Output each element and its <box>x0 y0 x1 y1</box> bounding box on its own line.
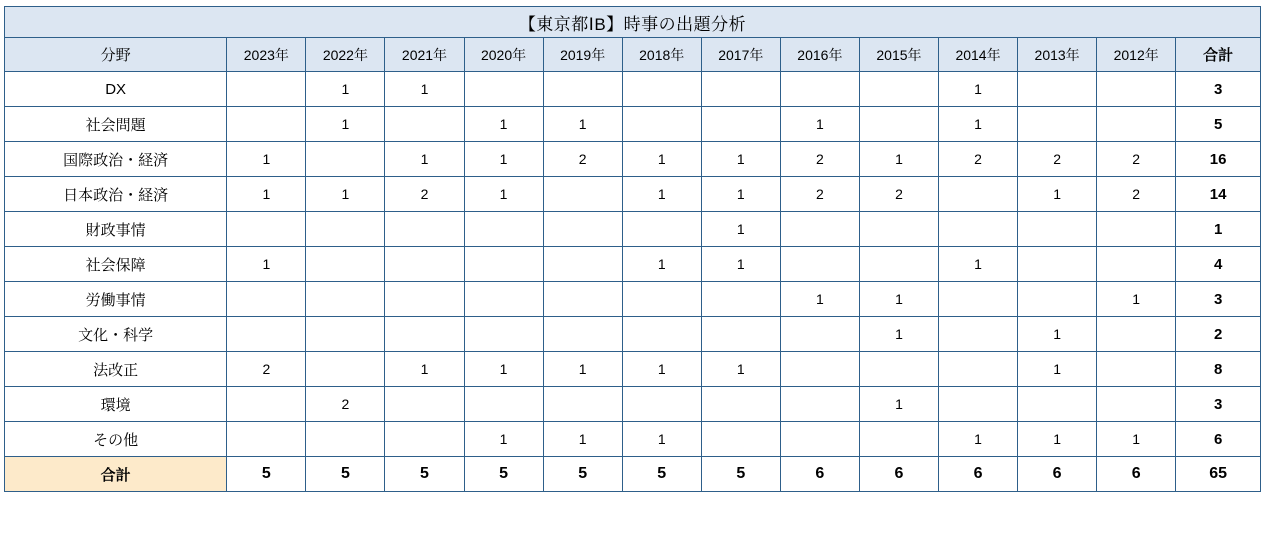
cell-count <box>385 387 464 422</box>
cell-count: 1 <box>859 142 938 177</box>
cell-count: 1 <box>622 352 701 387</box>
cell-count: 1 <box>227 142 306 177</box>
row-total: 3 <box>1176 72 1261 107</box>
table-row <box>5 72 1261 107</box>
column-total: 5 <box>227 457 306 492</box>
cell-count <box>306 352 385 387</box>
column-total: 5 <box>306 457 385 492</box>
cell-count: 1 <box>1097 422 1176 457</box>
cell-count: 1 <box>859 317 938 352</box>
cell-count <box>464 212 543 247</box>
row-total: 16 <box>1176 142 1261 177</box>
cell-count: 1 <box>701 352 780 387</box>
cell-count: 2 <box>227 352 306 387</box>
cell-count <box>543 212 622 247</box>
table-row <box>5 387 1261 422</box>
cell-count: 2 <box>385 177 464 212</box>
title-row <box>5 7 1261 38</box>
cell-count <box>780 212 859 247</box>
cell-count: 1 <box>780 282 859 317</box>
table-row <box>5 422 1261 457</box>
row-field-name: DX <box>5 72 227 107</box>
row-field-name: 国際政治・経済 <box>5 142 227 177</box>
cell-count <box>306 282 385 317</box>
cell-count: 1 <box>464 422 543 457</box>
cell-count: 1 <box>385 142 464 177</box>
cell-count: 1 <box>939 422 1018 457</box>
cell-count <box>859 422 938 457</box>
row-field-name: 労働事情 <box>5 282 227 317</box>
cell-count: 2 <box>780 177 859 212</box>
header-year: 2017年 <box>701 38 780 72</box>
cell-count <box>227 317 306 352</box>
cell-count <box>1097 317 1176 352</box>
column-total: 6 <box>1097 457 1176 492</box>
cell-count <box>939 352 1018 387</box>
cell-count <box>464 317 543 352</box>
cell-count <box>701 422 780 457</box>
cell-count: 1 <box>701 212 780 247</box>
cell-count: 1 <box>701 177 780 212</box>
cell-count <box>543 387 622 422</box>
row-total: 3 <box>1176 282 1261 317</box>
cell-count <box>939 212 1018 247</box>
row-total: 14 <box>1176 177 1261 212</box>
cell-count <box>622 282 701 317</box>
cell-count <box>859 212 938 247</box>
cell-count: 1 <box>464 352 543 387</box>
cell-count <box>385 282 464 317</box>
cell-count <box>385 317 464 352</box>
column-total: 6 <box>780 457 859 492</box>
cell-count <box>1097 352 1176 387</box>
cell-count <box>1097 72 1176 107</box>
cell-count <box>227 422 306 457</box>
cell-count <box>306 212 385 247</box>
table-row <box>5 212 1261 247</box>
cell-count: 1 <box>306 107 385 142</box>
cell-count: 1 <box>306 177 385 212</box>
cell-count: 1 <box>622 177 701 212</box>
column-total: 5 <box>701 457 780 492</box>
row-total: 3 <box>1176 387 1261 422</box>
row-total: 1 <box>1176 212 1261 247</box>
cell-count: 1 <box>622 142 701 177</box>
cell-count <box>543 282 622 317</box>
cell-count: 1 <box>622 247 701 282</box>
cell-count: 2 <box>1018 142 1097 177</box>
cell-count: 1 <box>464 107 543 142</box>
cell-count: 2 <box>780 142 859 177</box>
table-body <box>5 7 1261 492</box>
cell-count <box>227 387 306 422</box>
header-year: 2023年 <box>227 38 306 72</box>
cell-count <box>780 72 859 107</box>
cell-count: 1 <box>701 247 780 282</box>
cell-count: 1 <box>464 142 543 177</box>
cell-count <box>1018 282 1097 317</box>
cell-count: 1 <box>1018 422 1097 457</box>
cell-count: 1 <box>701 142 780 177</box>
table-row <box>5 142 1261 177</box>
cell-count <box>622 107 701 142</box>
column-total: 6 <box>939 457 1018 492</box>
cell-count: 1 <box>780 107 859 142</box>
cell-count <box>464 282 543 317</box>
cell-count <box>939 177 1018 212</box>
column-total: 6 <box>1018 457 1097 492</box>
cell-count: 2 <box>939 142 1018 177</box>
column-total: 5 <box>622 457 701 492</box>
row-total: 6 <box>1176 422 1261 457</box>
table-row <box>5 107 1261 142</box>
column-header-row <box>5 38 1261 72</box>
cell-count: 1 <box>939 72 1018 107</box>
cell-count: 1 <box>622 422 701 457</box>
cell-count <box>701 387 780 422</box>
cell-count: 1 <box>939 107 1018 142</box>
cell-count: 1 <box>385 72 464 107</box>
cell-count: 1 <box>306 72 385 107</box>
cell-count: 1 <box>543 422 622 457</box>
cell-count: 1 <box>543 352 622 387</box>
row-field-name: 日本政治・経済 <box>5 177 227 212</box>
header-year: 2019年 <box>543 38 622 72</box>
header-year: 2015年 <box>859 38 938 72</box>
cell-count <box>780 387 859 422</box>
cell-count <box>780 317 859 352</box>
header-year: 2016年 <box>780 38 859 72</box>
cell-count <box>780 247 859 282</box>
cell-count <box>780 422 859 457</box>
cell-count <box>701 317 780 352</box>
cell-count: 1 <box>1018 317 1097 352</box>
cell-count <box>1018 107 1097 142</box>
cell-count: 1 <box>1018 177 1097 212</box>
row-field-name: 文化・科学 <box>5 317 227 352</box>
cell-count <box>1018 212 1097 247</box>
row-field-name: 財政事情 <box>5 212 227 247</box>
column-total-row <box>5 457 1261 492</box>
row-total: 2 <box>1176 317 1261 352</box>
cell-count: 2 <box>306 387 385 422</box>
column-total: 5 <box>543 457 622 492</box>
table-row <box>5 247 1261 282</box>
table-row <box>5 177 1261 212</box>
cell-count <box>701 107 780 142</box>
cell-count <box>464 387 543 422</box>
cell-count <box>227 212 306 247</box>
header-year: 2014年 <box>939 38 1018 72</box>
cell-count: 1 <box>385 352 464 387</box>
cell-count <box>464 247 543 282</box>
cell-count <box>701 72 780 107</box>
cell-count <box>543 247 622 282</box>
cell-count <box>622 212 701 247</box>
cell-count <box>859 72 938 107</box>
cell-count: 1 <box>227 177 306 212</box>
row-field-name: 社会保障 <box>5 247 227 282</box>
cell-count <box>939 387 1018 422</box>
grand-total: 65 <box>1176 457 1261 492</box>
cell-count <box>385 212 464 247</box>
cell-count: 2 <box>1097 177 1176 212</box>
cell-count <box>543 72 622 107</box>
row-total: 4 <box>1176 247 1261 282</box>
cell-count <box>701 282 780 317</box>
table-row <box>5 282 1261 317</box>
cell-count: 1 <box>543 107 622 142</box>
header-year: 2021年 <box>385 38 464 72</box>
header-year: 2012年 <box>1097 38 1176 72</box>
column-total: 5 <box>385 457 464 492</box>
cell-count <box>859 247 938 282</box>
table-row <box>5 317 1261 352</box>
cell-count <box>859 107 938 142</box>
cell-count <box>385 422 464 457</box>
row-total: 8 <box>1176 352 1261 387</box>
row-field-name: 法改正 <box>5 352 227 387</box>
cell-count <box>939 317 1018 352</box>
exam-analysis-table <box>4 6 1261 492</box>
cell-count: 1 <box>939 247 1018 282</box>
cell-count <box>1018 247 1097 282</box>
cell-count: 2 <box>1097 142 1176 177</box>
page-title: 【東京都ⅠB】時事の出題分析 <box>5 7 1261 38</box>
total-row-label: 合計 <box>5 457 227 492</box>
cell-count <box>227 72 306 107</box>
cell-count <box>543 317 622 352</box>
table-row <box>5 352 1261 387</box>
row-field-name: 社会問題 <box>5 107 227 142</box>
cell-count <box>306 317 385 352</box>
header-year: 2013年 <box>1018 38 1097 72</box>
header-year: 2020年 <box>464 38 543 72</box>
cell-count <box>1097 212 1176 247</box>
row-field-name: その他 <box>5 422 227 457</box>
cell-count <box>385 247 464 282</box>
row-field-name: 環境 <box>5 387 227 422</box>
cell-count <box>622 317 701 352</box>
header-year: 2018年 <box>622 38 701 72</box>
cell-count <box>385 107 464 142</box>
cell-count <box>306 247 385 282</box>
cell-count <box>227 282 306 317</box>
cell-count <box>227 107 306 142</box>
column-total: 5 <box>464 457 543 492</box>
cell-count <box>306 422 385 457</box>
cell-count <box>622 72 701 107</box>
cell-count <box>306 142 385 177</box>
cell-count: 1 <box>1018 352 1097 387</box>
cell-count <box>622 387 701 422</box>
cell-count <box>543 177 622 212</box>
cell-count <box>1097 107 1176 142</box>
column-total: 6 <box>859 457 938 492</box>
cell-count: 1 <box>1097 282 1176 317</box>
cell-count: 1 <box>859 282 938 317</box>
cell-count: 1 <box>464 177 543 212</box>
cell-count <box>1018 72 1097 107</box>
cell-count <box>1097 387 1176 422</box>
header-field: 分野 <box>5 38 227 72</box>
cell-count <box>1018 387 1097 422</box>
cell-count <box>780 352 859 387</box>
cell-count <box>464 72 543 107</box>
header-total: 合計 <box>1176 38 1261 72</box>
cell-count: 1 <box>859 387 938 422</box>
row-total: 5 <box>1176 107 1261 142</box>
cell-count <box>859 352 938 387</box>
cell-count: 2 <box>543 142 622 177</box>
cell-count: 1 <box>227 247 306 282</box>
header-year: 2022年 <box>306 38 385 72</box>
cell-count: 2 <box>859 177 938 212</box>
cell-count <box>1097 247 1176 282</box>
cell-count <box>939 282 1018 317</box>
